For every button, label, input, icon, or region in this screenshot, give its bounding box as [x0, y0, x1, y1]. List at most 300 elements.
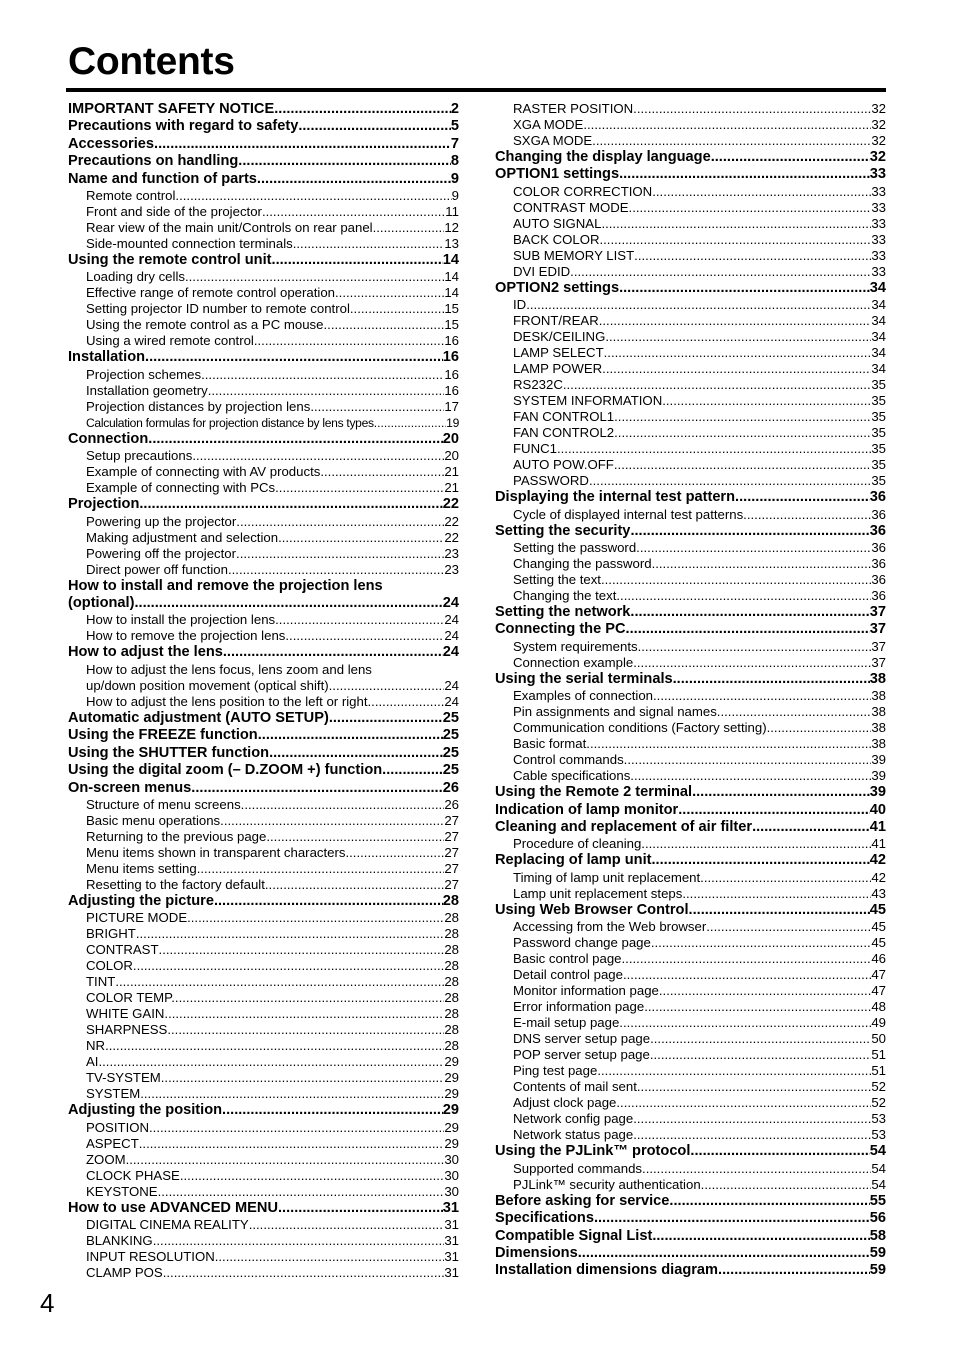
toc-entry-page: 31	[444, 1265, 459, 1281]
toc-entry-title: Using a wired remote control	[86, 333, 254, 349]
toc-entry-page: 38	[871, 736, 886, 752]
toc-subsection-entry	[68, 514, 459, 530]
toc-subsection-entry	[68, 694, 459, 710]
toc-leader-dots	[278, 1200, 443, 1217]
toc-entry-title: Basic control page	[513, 951, 622, 967]
toc-leader-dots	[241, 797, 445, 813]
toc-entry-page: 36	[871, 540, 886, 556]
toc-entry-page: 34	[871, 313, 886, 329]
toc-subsection-entry	[495, 425, 886, 441]
toc-leader-dots	[275, 480, 444, 496]
toc-leader-dots	[320, 464, 444, 480]
toc-entry-page: 36	[869, 489, 886, 506]
toc-leader-dots	[700, 870, 871, 886]
toc-leader-dots	[711, 149, 870, 166]
toc-subsection-entry	[495, 768, 886, 784]
toc-leader-dots	[220, 813, 444, 829]
toc-entry-title: Making adjustment and selection	[86, 529, 279, 545]
toc-leader-dots	[201, 367, 444, 383]
toc-entry-title: How to install and remove the projection lens	[68, 577, 383, 594]
toc-section-entry	[68, 595, 459, 612]
toc-leader-dots	[275, 612, 444, 628]
toc-leader-dots	[637, 1079, 871, 1095]
toc-entry-page: 27	[444, 844, 459, 860]
toc-subsection-entry	[68, 1136, 459, 1152]
toc-entry-page: 54	[871, 1160, 886, 1176]
toc-entry-title: SYSTEM	[86, 1086, 141, 1102]
toc-subsection-entry	[495, 688, 886, 704]
toc-leader-dots	[701, 1177, 872, 1193]
toc-section-entry	[495, 819, 886, 836]
toc-entry-page: 5	[450, 118, 459, 135]
toc-entry-page: 42	[871, 869, 886, 885]
toc-subsection-entry	[68, 1022, 459, 1038]
toc-entry-page: 16	[444, 382, 459, 398]
toc-entry-title: CLAMP POS.	[86, 1265, 167, 1281]
toc-leader-dots	[329, 678, 445, 694]
toc-entry-title: E-mail setup page	[513, 1015, 620, 1031]
toc-subsection-entry	[495, 101, 886, 117]
toc-entry-page: 33	[871, 183, 886, 199]
toc-entry-title: Pin assignments and signal names	[513, 704, 717, 720]
toc-entry-title: Accessories	[68, 135, 155, 152]
toc-entry-title: Displaying the internal test pattern	[495, 489, 736, 506]
toc-entry-page: 31	[444, 1233, 459, 1249]
toc-leader-dots	[629, 200, 872, 216]
toc-leader-dots	[630, 768, 871, 784]
toc-subsection-entry	[495, 1063, 886, 1079]
toc-section-entry	[495, 166, 886, 183]
toc-entry-title: Supported commands	[513, 1160, 643, 1176]
toc-entry-page: 46	[871, 951, 886, 967]
toc-entry-page: 35	[871, 393, 886, 409]
toc-entry-page: 32	[871, 117, 886, 132]
toc-entry-title: LAMP POWER	[513, 361, 603, 377]
toc-leader-dots	[126, 1152, 445, 1168]
toc-entry-page: 24	[444, 612, 459, 628]
toc-entry-title: XGA MODE	[513, 117, 584, 132]
toc-leader-dots	[767, 720, 872, 736]
toc-subsection-entry	[68, 285, 459, 301]
toc-leader-dots	[718, 1262, 870, 1279]
toc-leader-dots	[278, 530, 444, 546]
toc-leader-dots	[166, 1265, 444, 1281]
toc-subsection-entry	[495, 655, 886, 671]
toc-entry-page: 34	[871, 329, 886, 345]
toc-entry-title: Setting the password	[513, 540, 637, 556]
toc-entry-title: ID	[513, 297, 527, 313]
toc-entry-page: 33	[871, 247, 886, 263]
toc-subsection-entry	[495, 639, 886, 655]
toc-entry-title: Powering off the projector	[86, 545, 237, 561]
toc-entry-title: Projection	[68, 496, 140, 513]
toc-subsection-entry	[68, 236, 459, 252]
toc-entry-page: 25	[442, 744, 459, 761]
toc-subsection-entry	[68, 204, 459, 220]
toc-entry-title: Adjusting the picture	[68, 892, 214, 909]
toc-leader-dots	[262, 204, 445, 220]
toc-entry-page: 22	[442, 496, 459, 513]
toc-entry-page: 52	[871, 1079, 886, 1095]
page-number: 4	[40, 1288, 55, 1318]
toc-subsection-entry	[495, 1177, 886, 1193]
toc-leader-dots	[669, 1193, 869, 1210]
toc-subsection-entry	[495, 409, 886, 425]
toc-leader-dots	[175, 990, 444, 1006]
toc-entry-page: 54	[869, 1143, 886, 1160]
toc-leader-dots	[633, 1127, 871, 1143]
toc-entry-title: Cleaning and replacement of air filter	[495, 819, 753, 836]
toc-entry-title: Side-mounted connection terminals	[86, 236, 293, 252]
toc-entry-title: DIGITAL CINEMA REALITY	[86, 1217, 249, 1233]
toc-entry-page: 59	[869, 1244, 886, 1261]
toc-leader-dots	[167, 1022, 444, 1038]
toc-entry-page: 16	[444, 333, 459, 349]
toc-leader-dots	[180, 1168, 445, 1184]
toc-subsection-entry	[495, 329, 886, 345]
toc-subsection-entry	[495, 232, 886, 248]
toc-leader-dots	[592, 133, 871, 149]
toc-entry-page: 38	[871, 688, 886, 704]
toc-entry-title: Contents of mail sent	[513, 1079, 637, 1095]
toc-subsection-entry	[68, 415, 459, 431]
toc-entry-title: Setup precautions	[86, 448, 193, 464]
toc-entry-page: 28	[444, 958, 459, 974]
toc-entry-page: 48	[871, 999, 886, 1015]
toc-subsection-entry	[68, 1265, 459, 1281]
toc-entry-title: Direct power off function	[86, 561, 228, 577]
toc-leader-dots	[345, 845, 444, 861]
toc-leader-dots	[148, 431, 443, 448]
toc-entry-page: 33	[871, 199, 886, 215]
toc-leader-dots	[134, 595, 442, 612]
toc-subsection-entry	[495, 1111, 886, 1127]
toc-entry-title: How to adjust the lens focus, lens zoom and lens	[86, 661, 372, 677]
toc-entry-title: Example of connecting with PCs	[86, 480, 276, 496]
toc-section-entry	[495, 1210, 886, 1227]
toc-entry-title: Front and side of the projector	[86, 204, 262, 220]
toc-leader-dots	[254, 333, 444, 349]
toc-leader-dots	[149, 1120, 444, 1136]
toc-leader-dots	[257, 171, 451, 188]
toc-subsection-entry	[68, 1184, 459, 1200]
toc-entry-title: Procedure of cleaning	[513, 836, 642, 852]
toc-entry-title: Resetting to the factory default	[86, 876, 265, 892]
toc-leader-dots	[614, 409, 871, 425]
toc-entry-title: SXGA MODE	[513, 133, 593, 148]
toc-entry-title: Menu items setting	[86, 860, 197, 876]
toc-entry-page: 24	[444, 693, 459, 709]
toc-entry-page: 34	[869, 279, 886, 296]
toc-entry-page: 32	[871, 133, 886, 148]
toc-section-entry	[68, 153, 459, 170]
toc-subsection-entry	[495, 264, 886, 280]
toc-entry-title: Automatic adjustment (AUTO SETUP)	[68, 709, 329, 726]
toc-subsection-entry	[68, 958, 459, 974]
toc-subsection-entry	[68, 1054, 459, 1070]
toc-entry-title: Using the remote control as a PC mouse	[86, 317, 324, 333]
toc-leader-dots	[98, 1054, 444, 1070]
toc-entry-title: On-screen menus	[68, 779, 192, 796]
toc-entry-title: Effective range of remote control operation	[86, 285, 335, 301]
toc-entry-page: 28	[442, 892, 459, 909]
toc-leader-dots	[274, 101, 451, 118]
toc-entry-page: 40	[869, 801, 886, 818]
toc-entry-title: FAN CONTROL2	[513, 425, 615, 441]
toc-section-entry	[495, 621, 886, 638]
toc-entry-page: 53	[871, 1111, 886, 1127]
toc-entry-page: 33	[871, 231, 886, 247]
toc-subsection-entry	[495, 117, 886, 133]
toc-entry-page: 55	[869, 1192, 886, 1209]
toc-leader-dots	[689, 902, 870, 919]
toc-entry-page: 35	[871, 409, 886, 425]
toc-entry-title: CONTRAST	[86, 942, 159, 958]
toc-entry-title: TV-SYSTEM	[86, 1070, 161, 1086]
toc-subsection-entry	[495, 216, 886, 232]
toc-entry-page: 45	[871, 919, 886, 935]
toc-entry-title: Name and function of parts	[68, 170, 257, 187]
toc-subsection-entry	[68, 829, 459, 845]
toc-entry-page: 28	[444, 1038, 459, 1054]
toc-entry-page: 34	[871, 361, 886, 377]
toc-leader-dots	[329, 710, 443, 727]
toc-leader-dots	[633, 101, 871, 117]
toc-subsection-entry	[68, 546, 459, 562]
toc-leader-dots	[614, 425, 871, 441]
toc-leader-dots	[272, 252, 443, 269]
toc-subsection-entry	[68, 333, 459, 349]
toc-subsection-entry	[68, 813, 459, 829]
toc-subsection-entry	[68, 399, 459, 415]
toc-entry-title: Indication of lamp monitor	[495, 801, 679, 818]
toc-entry-title: Cable specifications	[513, 768, 631, 784]
toc-subsection-entry	[68, 845, 459, 861]
toc-section-entry	[68, 252, 459, 269]
toc-subsection-entry	[68, 910, 459, 926]
toc-leader-dots	[373, 220, 445, 236]
toc-entry-page: 32	[871, 101, 886, 116]
toc-section-entry	[68, 496, 459, 513]
toc-leader-dots	[285, 628, 444, 644]
toc-entry-title: Changing the text	[513, 588, 617, 604]
toc-entry-title: Structure of menu screens	[86, 796, 241, 812]
toc-subsection-entry	[68, 317, 459, 333]
toc-subsection-entry	[68, 367, 459, 383]
toc-entry-page: 24	[444, 628, 459, 644]
toc-subsection-entry	[495, 1015, 886, 1031]
toc-leader-dots	[682, 886, 871, 902]
toc-entry-title: Precautions on handling	[68, 153, 239, 170]
toc-subsection-entry	[495, 983, 886, 999]
toc-entry-page: 29	[444, 1070, 459, 1086]
toc-entry-page: 47	[871, 967, 886, 983]
toc-entry-title: Returning to the previous page	[86, 828, 267, 844]
toc-entry-title: COLOR	[86, 958, 133, 974]
toc-entry-title: TINT	[86, 974, 116, 990]
toc-entry-page: 39	[871, 768, 886, 784]
toc-entry-title: ASPECT	[86, 1135, 139, 1151]
toc-section-entry	[495, 149, 886, 166]
toc-subsection-entry	[495, 588, 886, 604]
toc-entry-title: Detail control page	[513, 967, 623, 983]
toc-entry-page: 19	[446, 415, 459, 430]
toc-entry-title: Using the remote control unit	[68, 252, 272, 269]
toc-entry-page: 26	[442, 779, 459, 796]
toc-entry-page: 50	[871, 1031, 886, 1047]
toc-entry-title: Using the SHUTTER function	[68, 744, 270, 761]
toc-subsection-entry	[495, 133, 886, 149]
toc-leader-dots	[619, 1015, 871, 1031]
toc-leader-dots	[690, 1143, 869, 1160]
toc-leader-dots	[652, 184, 871, 200]
toc-subsection-entry	[68, 220, 459, 236]
toc-entry-page: 29	[444, 1086, 459, 1102]
toc-entry-title: Remote control	[86, 188, 176, 204]
toc-entry-page: 28	[444, 910, 459, 926]
toc-entry-page: 47	[871, 983, 886, 999]
toc-subsection-entry	[68, 1070, 459, 1086]
toc-leader-dots	[650, 1031, 871, 1047]
toc-leader-dots	[578, 1245, 870, 1262]
toc-subsection-entry	[495, 345, 886, 361]
toc-entry-title: SYSTEM INFORMATION	[513, 393, 663, 409]
toc-entry-page: 36	[871, 506, 886, 522]
toc-leader-dots	[630, 604, 869, 621]
toc-leader-dots	[158, 1184, 445, 1200]
toc-leader-dots	[324, 317, 445, 333]
toc-entry-title: Timing of lamp unit replacement	[513, 869, 701, 885]
toc-entry-page: 36	[869, 522, 886, 539]
toc-entry-title: Password change page	[513, 935, 651, 951]
toc-entry-page: 13	[444, 236, 459, 252]
toc-leader-dots	[139, 1136, 445, 1152]
toc-entry-page: 58	[869, 1227, 886, 1244]
toc-entry-title: PJLink™ security authentication	[513, 1176, 701, 1192]
toc-entry-page: 27	[444, 860, 459, 876]
toc-leader-dots	[653, 688, 871, 704]
toc-subsection-entry	[495, 377, 886, 393]
toc-leader-dots	[368, 694, 445, 710]
toc-subsection-entry	[495, 441, 886, 457]
toc-entry-title: Changing the password	[513, 556, 652, 572]
toc-entry-title: Before asking for service	[495, 1192, 670, 1209]
toc-entry-page: 20	[442, 430, 459, 447]
toc-leader-dots	[644, 999, 871, 1015]
toc-subsection-entry	[495, 999, 886, 1015]
toc-entry-title: Examples of connection	[513, 688, 654, 704]
toc-leader-dots	[310, 399, 444, 415]
toc-leader-dots	[350, 301, 444, 317]
toc-subsection-entry	[495, 951, 886, 967]
toc-leader-dots	[133, 958, 444, 974]
toc-subsection-entry	[495, 836, 886, 852]
toc-section-entry	[495, 604, 886, 621]
toc-subsection-entry	[495, 200, 886, 216]
toc-subsection-entry	[495, 1161, 886, 1177]
toc-subsection-entry	[495, 704, 886, 720]
toc-subsection-entry	[495, 457, 886, 473]
toc-entry-title: Using the FREEZE function	[68, 727, 258, 744]
toc-leader-dots	[570, 264, 871, 280]
toc-entry-title: Projection schemes	[86, 366, 202, 382]
toc-entry-page: 9	[451, 188, 459, 204]
toc-leader-dots	[153, 1233, 445, 1249]
toc-leader-dots	[601, 216, 871, 232]
toc-entry-page: 45	[871, 935, 886, 951]
toc-leader-dots	[526, 297, 871, 313]
toc-entry-page: 37	[871, 638, 886, 654]
toc-entry-page: 15	[444, 301, 459, 317]
toc-entry-page: 14	[444, 269, 459, 285]
toc-entry-title: FAN CONTROL1	[513, 409, 615, 425]
toc-entry-title: Installation	[68, 349, 146, 366]
toc-leader-dots	[642, 1161, 871, 1177]
toc-subsection-entry	[68, 990, 459, 1006]
toc-section-entry	[68, 745, 459, 762]
toc-entry-title: Using the serial terminals	[495, 670, 673, 687]
toc-entry-page: 31	[444, 1217, 459, 1233]
toc-subsection-entry	[495, 507, 886, 523]
toc-entry-title: OPTION1 settings	[495, 166, 620, 183]
page-title: Contents	[68, 40, 235, 83]
toc-entry-page: 30	[444, 1151, 459, 1167]
toc-entry-title: AUTO POW.OFF	[513, 457, 614, 473]
toc-subsection-entry	[68, 942, 459, 958]
toc-subsection-entry	[68, 662, 459, 678]
toc-entry-page: 23	[444, 545, 459, 561]
toc-leader-dots	[335, 285, 444, 301]
toc-entry-title: Specifications	[495, 1210, 594, 1227]
toc-entry-page: 38	[871, 720, 886, 736]
toc-entry-page: 53	[871, 1127, 886, 1143]
toc-entry-title: BRIGHT	[86, 926, 136, 942]
toc-leader-dots	[662, 393, 871, 409]
toc-entry-page: 41	[871, 836, 886, 852]
toc-subsection-entry	[68, 448, 459, 464]
toc-leader-dots	[624, 752, 872, 768]
toc-subsection-entry	[68, 926, 459, 942]
toc-leader-dots	[136, 926, 445, 942]
toc-leader-dots	[633, 1111, 871, 1127]
toc-entry-title: How to adjust the lens position to the left or right	[86, 693, 368, 709]
toc-entry-page: 39	[869, 784, 886, 801]
toc-leader-dots	[197, 861, 445, 877]
toc-leader-dots	[599, 313, 872, 329]
toc-entry-page: 33	[871, 263, 886, 279]
toc-entry-title: NR	[86, 1038, 106, 1054]
toc-entry-page: 30	[444, 1183, 459, 1199]
toc-entry-title: PICTURE MODE	[86, 910, 188, 926]
toc-entry-page: 34	[871, 345, 886, 361]
toc-entry-title: SHARPNESS	[86, 1022, 168, 1038]
toc-entry-title: Loading dry cells	[86, 269, 185, 285]
toc-entry-title: Powering up the projector	[86, 513, 237, 529]
toc-subsection-entry	[495, 313, 886, 329]
toc-subsection-entry	[68, 628, 459, 644]
toc-entry-page: 37	[869, 621, 886, 638]
toc-entry-title: BLANKING	[86, 1233, 153, 1249]
toc-leader-dots	[583, 117, 871, 133]
toc-leader-dots	[236, 546, 444, 562]
toc-section-entry	[68, 893, 459, 910]
toc-entry-page: 35	[871, 441, 886, 457]
toc-entry-page: 54	[871, 1176, 886, 1192]
toc-entry-page: 8	[450, 153, 459, 170]
toc-leader-dots	[105, 1038, 444, 1054]
toc-leader-dots	[743, 507, 871, 523]
toc-entry-title: Setting the security	[495, 522, 631, 539]
